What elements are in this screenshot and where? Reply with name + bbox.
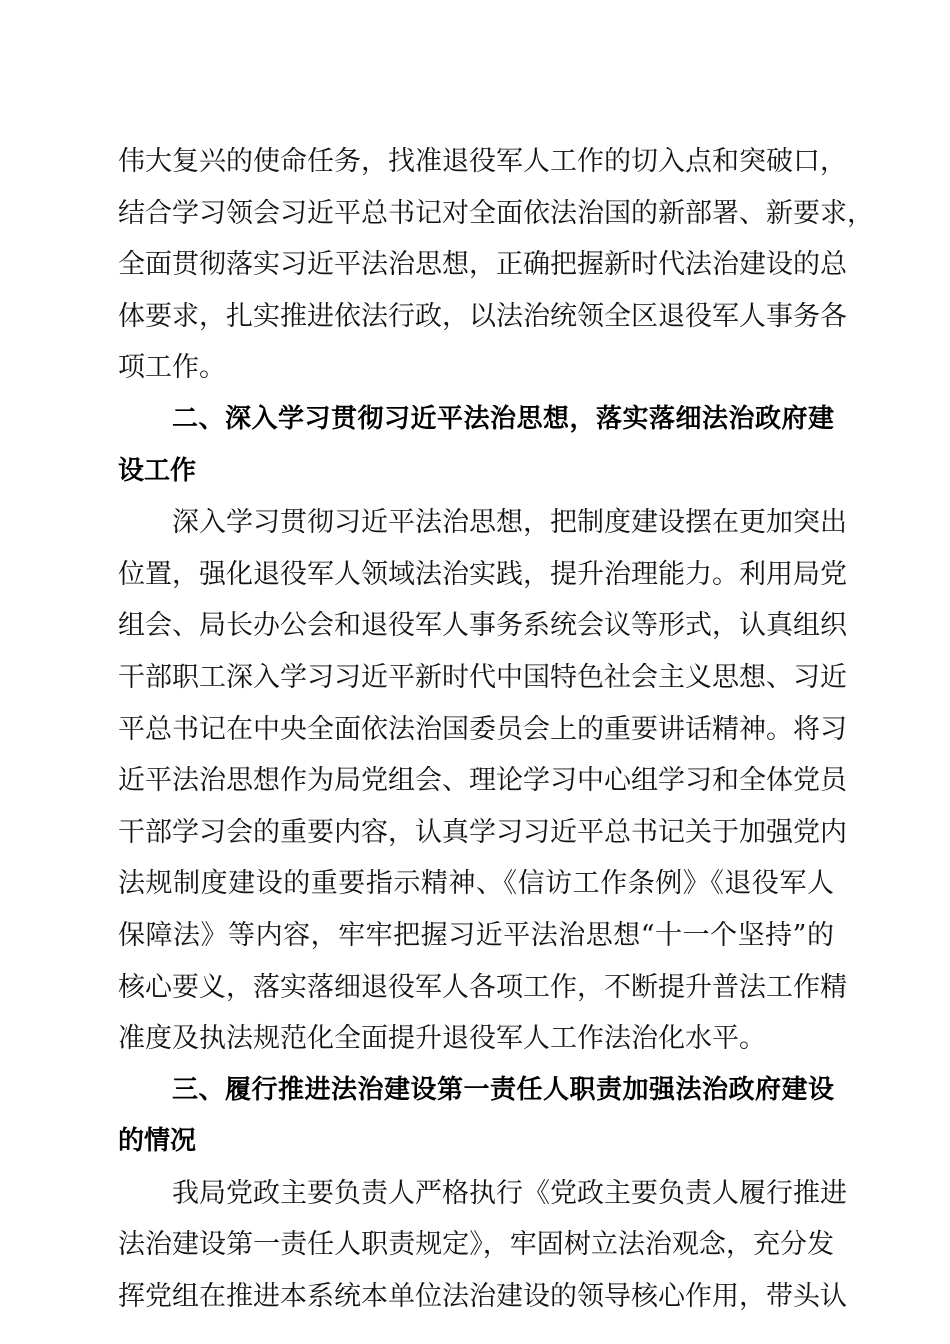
- text-line: 法治建设第一责任人职责规定》，牢固树立法治观念，充分发: [118, 1229, 834, 1261]
- text-line: 组会、局长办公会和退役军人事务系统会议等形式，认真组织: [118, 610, 847, 642]
- document-body: [118, 136, 874, 1323]
- text-line: 体要求，扎实推进依法行政，以法治统领全区退役军人事务各: [118, 300, 847, 332]
- text-line: 我局党政主要负责人严格执行《党政主要负责人履行推进: [172, 1177, 847, 1209]
- section-heading-3: [118, 1065, 834, 1168]
- heading-line: 三、履行推进法治建设第一责任人职责加强法治政府建设: [172, 1074, 834, 1105]
- text-line: 全面贯彻落实习近平法治思想，正确把握新时代法治建设的总: [118, 249, 847, 281]
- heading-line: 的情况: [118, 1126, 197, 1157]
- text-line: 干部学习会的重要内容，认真学习习近平总书记关于加强党内: [118, 816, 847, 848]
- text-line: 准度及执法规范化全面提升退役军人工作法治化水平。: [118, 1023, 766, 1055]
- text-line: 近平法治思想作为局党组会、理论学习中心组学习和全体党员: [118, 765, 847, 797]
- text-line: 深入学习贯彻习近平法治思想，把制度建设摆在更加突出: [172, 507, 847, 539]
- text-line: 项工作。: [118, 352, 226, 384]
- text-line: 位置，强化退役军人领域法治实践，提升治理能力。利用局党: [118, 558, 847, 590]
- text-line: 核心要义，落实落细退役军人各项工作，不断提升普法工作精: [118, 971, 847, 1003]
- paragraph-2: [118, 497, 847, 1065]
- text-line: 结合学习领会习近平总书记对全面依法治国的新部署、新要求，: [118, 197, 874, 229]
- paragraph-intro: [118, 136, 874, 394]
- paragraph-3: [118, 1168, 847, 1323]
- section-heading-2: [118, 394, 834, 497]
- text-line: 保障法》等内容，牢牢把握习近平法治思想“十一个坚持”的: [118, 919, 834, 951]
- heading-line: 二、深入学习贯彻习近平法治思想，落实落细法治政府建: [172, 403, 834, 434]
- text-line: 挥党组在推进本系统本单位法治建设的领导核心作用，带头认: [118, 1281, 847, 1313]
- text-line: 法规制度建设的重要指示精神、《信访工作条例》《退役军人: [118, 868, 834, 900]
- text-line: 平总书记在中央全面依法治国委员会上的重要讲话精神。将习: [118, 713, 847, 745]
- text-line: 干部职工深入学习习近平新时代中国特色社会主义思想、习近: [118, 661, 847, 693]
- heading-line: 设工作: [118, 455, 197, 486]
- text-line: 伟大复兴的使命任务，找准退役军人工作的切入点和突破口，: [118, 146, 847, 177]
